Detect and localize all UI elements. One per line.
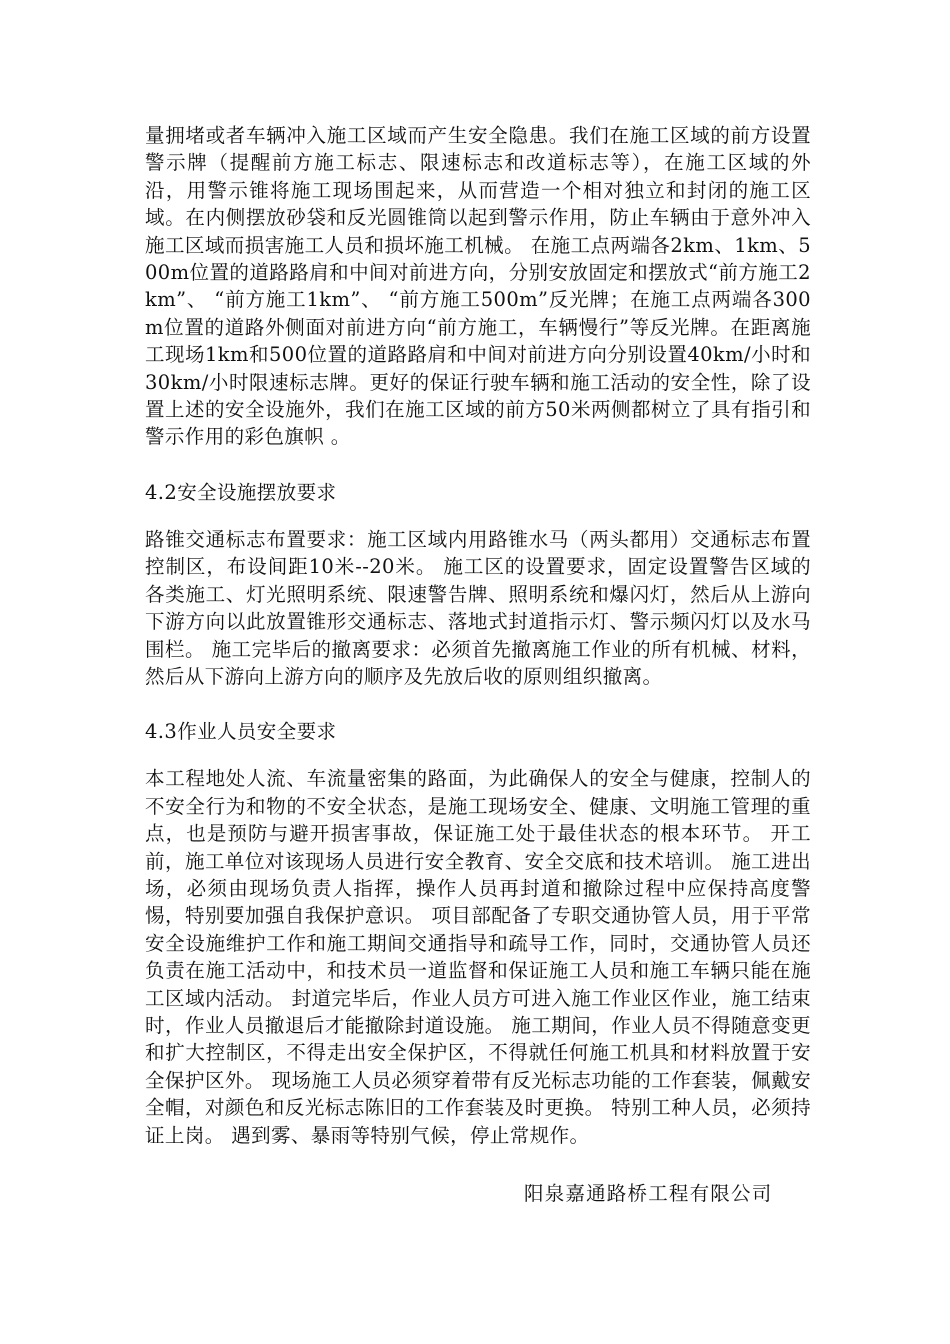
body-paragraph-placement-requirements: 路锥交通标志布置要求：施工区域内用路锥水马（两头都用）交通标志布置控制区，布设间距10米--20米。 施工区的设置要求，固定设置警告区域的各类施工、灯光照明系统、限速警告牌、照明系统和爆闪灯，然后从上游向下游方向以此放置锥形交通标志、落地式封道指示灯、警示频闪灯以及水马围栏。 施工完毕后的撤离要求：必须首先撤离施工作业的所有机械、材料，然后从下游向上游方向的顺序及先放后收的原则组织撤离。 bbox=[145, 527, 811, 688]
body-paragraph-safety-signs: 量拥堵或者车辆冲入施工区域而产生安全隐患。我们在施工区域的前方设置警示牌（提醒前方施工标志、限速标志和改道标志等），在施工区域的外沿，用警示锥将施工现场围起来，从而营造一个相对独立和封闭的施工区域。在内侧摆放砂袋和反光圆锥筒以起到警示作用，防止车辆由于意外冲入施工区域而损害施工人员和损坏施工机械。 在施工点两端各2km、1km、500m位置的道路路肩和中间对前进方向，分别安放固定和摆放式“前方施工2km”、 “前方施工1km”、 “前方施工500m”反光牌；在施工点两端各300m位置的道路外侧面对前进方向“前方施工，车辆慢行”等反光牌。在距离施工现场1km和500位置的道路路肩和中间对前进方向分别设置40km/小时和30km/小时限速标志牌。更好的保证行驶车辆和施工活动的安全性，除了设置上述的安全设施外，我们在施工区域的前方50米两侧都树立了具有指引和警示作用的彩色旗帜 。 bbox=[145, 124, 811, 449]
company-signature: 阳泉嘉通路桥工程有限公司 bbox=[524, 1182, 773, 1205]
section-heading-4-2: 4.2安全设施摆放要求 bbox=[145, 480, 337, 504]
document-body bbox=[145, 122, 811, 1149]
section-heading-4-3: 4.3作业人员安全要求 bbox=[145, 720, 337, 744]
body-paragraph-worker-safety: 本工程地处人流、车流量密集的路面，为此确保人的安全与健康，控制人的不安全行为和物的不安全状态，是施工现场安全、健康、文明施工管理的重点，也是预防与避开损害事故，保证施工处于最佳状态的根本环节。 开工前，施工单位对该现场人员进行安全教育、安全交底和技术培训。 施工进出场，必须由现场负责人指挥，操作人员再封道和撤除过程中应保持高度警惕，特别要加强自我保护意识。 项目部配备了专职交通协管人员，用于平常安全设施维护工作和施工期间交通指导和疏导工作，同时，交通协管人员还负责在施工活动中，和技术员一道监督和保证施工人员和施工车辆只能在施工区域内活动。 封道完毕后，作业人员方可进入施工作业区作业，施工结束时，作业人员撤退后才能撤除封道设施。 施工期间，作业人员不得随意变更和扩大控制区，不得走出安全保护区，不得就任何施工机具和材料放置于安全保护区外。 现场施工人员必须穿着带有反光标志功能的工作套装，佩戴安全帽，对颜色和反光标志陈旧的工作套装及时更换。 特别工种人员，必须持证上岗。 遇到雾、暴雨等特别气候，停止常规作。 bbox=[145, 767, 811, 1147]
